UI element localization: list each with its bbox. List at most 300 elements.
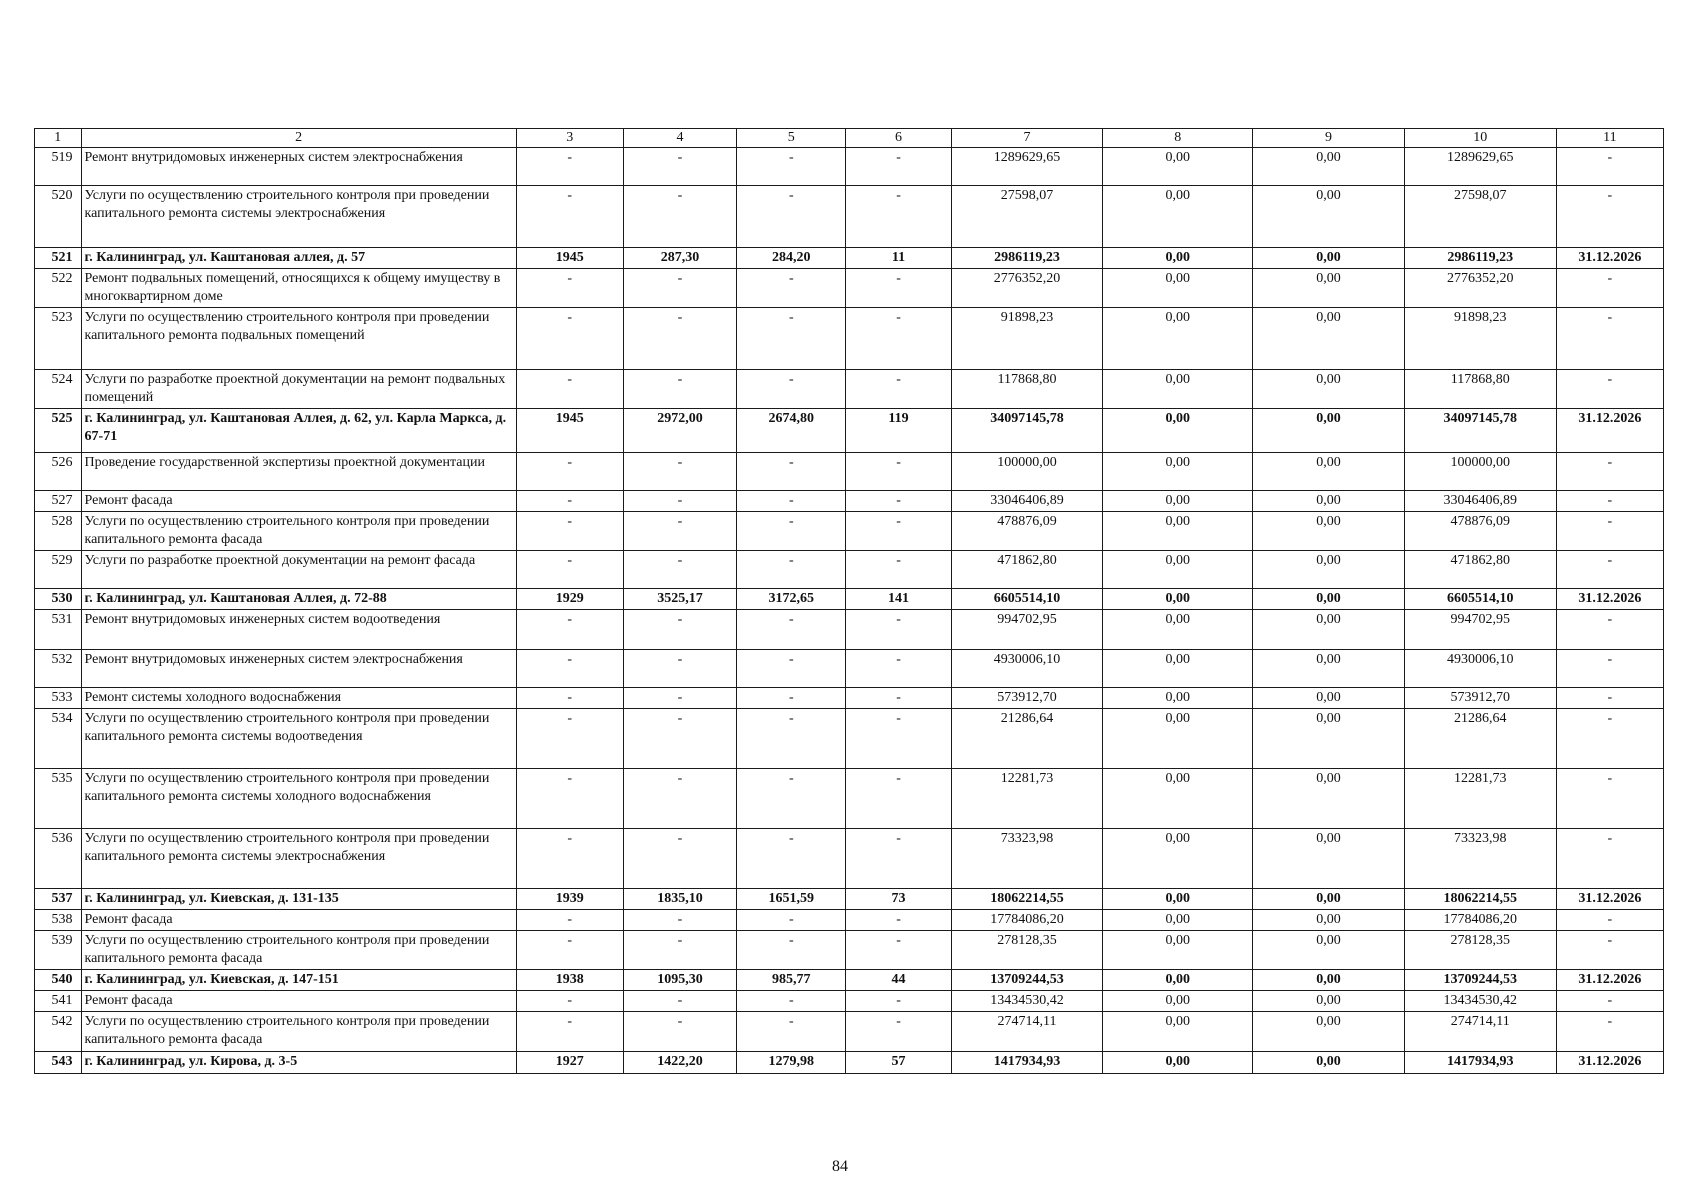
fund-cost-9: 0,00 [1253, 709, 1405, 769]
fund-cost-8: 0,00 [1103, 970, 1253, 991]
residents-count: - [846, 308, 951, 370]
fund-cost-8: 0,00 [1103, 709, 1253, 769]
residential-area: - [737, 551, 846, 589]
residents-count: - [846, 991, 951, 1012]
residents-count: 11 [846, 248, 951, 269]
completion-date: - [1556, 186, 1663, 248]
total-area: - [623, 931, 736, 970]
completion-date: - [1556, 148, 1663, 186]
row-description: Ремонт подвальных помещений, относящихся к общему имуществу в многоквартирном доме [81, 269, 516, 308]
total-area: 1095,30 [623, 970, 736, 991]
year-built: - [516, 931, 623, 970]
row-description: Проведение государственной экспертизы проектной документации [81, 453, 516, 491]
year-built: - [516, 829, 623, 889]
owner-funds-cost: 478876,09 [1404, 512, 1556, 551]
residential-area: 1651,59 [737, 889, 846, 910]
row-description: Ремонт фасада [81, 991, 516, 1012]
building-address-row [35, 409, 1664, 453]
total-area: - [623, 769, 736, 829]
year-built: 1945 [516, 248, 623, 269]
work-item-row [35, 308, 1664, 370]
row-description: г. Калининград, ул. Киевская, д. 147-151 [81, 970, 516, 991]
fund-cost-9: 0,00 [1253, 910, 1405, 931]
residents-count: - [846, 1012, 951, 1052]
owner-funds-cost: 91898,23 [1404, 308, 1556, 370]
owner-funds-cost: 471862,80 [1404, 551, 1556, 589]
fund-cost-9: 0,00 [1253, 1012, 1405, 1052]
total-cost: 1289629,65 [951, 148, 1103, 186]
fund-cost-8: 0,00 [1103, 186, 1253, 248]
total-cost: 33046406,89 [951, 491, 1103, 512]
completion-date: - [1556, 991, 1663, 1012]
total-area: - [623, 709, 736, 769]
residential-area: - [737, 910, 846, 931]
completion-date: 31.12.2026 [1556, 589, 1663, 610]
year-built: - [516, 709, 623, 769]
residential-area: 985,77 [737, 970, 846, 991]
completion-date: - [1556, 650, 1663, 688]
fund-cost-8: 0,00 [1103, 1012, 1253, 1052]
year-built: - [516, 769, 623, 829]
total-cost: 13434530,42 [951, 991, 1103, 1012]
row-number: 540 [35, 970, 82, 991]
residential-area: 284,20 [737, 248, 846, 269]
residents-count: 73 [846, 889, 951, 910]
total-cost: 18062214,55 [951, 889, 1103, 910]
total-area: - [623, 610, 736, 650]
total-area: 1422,20 [623, 1052, 736, 1074]
total-area: - [623, 829, 736, 889]
fund-cost-9: 0,00 [1253, 308, 1405, 370]
fund-cost-8: 0,00 [1103, 370, 1253, 409]
year-built: - [516, 551, 623, 589]
row-number: 538 [35, 910, 82, 931]
owner-funds-cost: 1289629,65 [1404, 148, 1556, 186]
row-number: 528 [35, 512, 82, 551]
row-description: Услуги по разработке проектной документации на ремонт подвальных помещений [81, 370, 516, 409]
residents-count: 44 [846, 970, 951, 991]
fund-cost-8: 0,00 [1103, 829, 1253, 889]
owner-funds-cost: 13709244,53 [1404, 970, 1556, 991]
year-built: - [516, 650, 623, 688]
fund-cost-9: 0,00 [1253, 650, 1405, 688]
row-description: Услуги по осуществлению строительного контроля при проведении капитального ремонта подвальных помещений [81, 308, 516, 370]
total-area: - [623, 910, 736, 931]
total-area: 287,30 [623, 248, 736, 269]
total-cost: 21286,64 [951, 709, 1103, 769]
residents-count: - [846, 370, 951, 409]
total-cost: 91898,23 [951, 308, 1103, 370]
work-item-row [35, 610, 1664, 650]
total-cost: 117868,80 [951, 370, 1103, 409]
total-cost: 27598,07 [951, 186, 1103, 248]
residents-count: - [846, 551, 951, 589]
fund-cost-8: 0,00 [1103, 1052, 1253, 1074]
row-description: Услуги по осуществлению строительного контроля при проведении капитального ремонта системы электроснабжения [81, 829, 516, 889]
row-description: Услуги по осуществлению строительного контроля при проведении капитального ремонта фасада [81, 1012, 516, 1052]
residents-count: - [846, 186, 951, 248]
completion-date: 31.12.2026 [1556, 409, 1663, 453]
row-number: 524 [35, 370, 82, 409]
work-item-row [35, 829, 1664, 889]
residential-area: - [737, 709, 846, 769]
completion-date: - [1556, 829, 1663, 889]
total-area: - [623, 370, 736, 409]
building-address-row [35, 889, 1664, 910]
fund-cost-8: 0,00 [1103, 610, 1253, 650]
fund-cost-9: 0,00 [1253, 829, 1405, 889]
owner-funds-cost: 13434530,42 [1404, 991, 1556, 1012]
row-number: 535 [35, 769, 82, 829]
completion-date: 31.12.2026 [1556, 970, 1663, 991]
total-area: - [623, 650, 736, 688]
residential-area: - [737, 453, 846, 491]
owner-funds-cost: 33046406,89 [1404, 491, 1556, 512]
row-description: Ремонт внутридомовых инженерных систем электроснабжения [81, 650, 516, 688]
fund-cost-9: 0,00 [1253, 491, 1405, 512]
row-description: г. Калининград, ул. Киевская, д. 131-135 [81, 889, 516, 910]
fund-cost-8: 0,00 [1103, 991, 1253, 1012]
residential-area: - [737, 931, 846, 970]
owner-funds-cost: 34097145,78 [1404, 409, 1556, 453]
column-header: 10 [1404, 129, 1556, 148]
column-header: 4 [623, 129, 736, 148]
total-cost: 471862,80 [951, 551, 1103, 589]
row-number: 536 [35, 829, 82, 889]
work-item-row [35, 453, 1664, 491]
table-body [35, 129, 1664, 1074]
residential-area: - [737, 148, 846, 186]
owner-funds-cost: 994702,95 [1404, 610, 1556, 650]
building-address-row [35, 248, 1664, 269]
owner-funds-cost: 2986119,23 [1404, 248, 1556, 269]
fund-cost-9: 0,00 [1253, 148, 1405, 186]
residents-count: - [846, 269, 951, 308]
row-description: Ремонт фасада [81, 910, 516, 931]
row-number: 541 [35, 991, 82, 1012]
building-address-row [35, 970, 1664, 991]
residents-count: - [846, 769, 951, 829]
row-description: г. Калининград, ул. Каштановая Аллея, д. 62, ул. Карла Маркса, д. 67-71 [81, 409, 516, 453]
owner-funds-cost: 278128,35 [1404, 931, 1556, 970]
work-item-row [35, 269, 1664, 308]
work-item-row [35, 186, 1664, 248]
year-built: - [516, 308, 623, 370]
fund-cost-8: 0,00 [1103, 269, 1253, 308]
residential-area: - [737, 829, 846, 889]
year-built: - [516, 491, 623, 512]
completion-date: - [1556, 551, 1663, 589]
row-number: 525 [35, 409, 82, 453]
residents-count: 141 [846, 589, 951, 610]
residential-area: - [737, 186, 846, 248]
row-description: Услуги по разработке проектной документации на ремонт фасада [81, 551, 516, 589]
row-number: 530 [35, 589, 82, 610]
total-cost: 13709244,53 [951, 970, 1103, 991]
column-header: 9 [1253, 129, 1405, 148]
fund-cost-8: 0,00 [1103, 512, 1253, 551]
fund-cost-9: 0,00 [1253, 1052, 1405, 1074]
total-area: 3525,17 [623, 589, 736, 610]
total-cost: 12281,73 [951, 769, 1103, 829]
completion-date: - [1556, 910, 1663, 931]
fund-cost-8: 0,00 [1103, 650, 1253, 688]
fund-cost-8: 0,00 [1103, 491, 1253, 512]
residential-area: 1279,98 [737, 1052, 846, 1074]
total-cost: 478876,09 [951, 512, 1103, 551]
residential-area: 2674,80 [737, 409, 846, 453]
fund-cost-9: 0,00 [1253, 512, 1405, 551]
total-cost: 573912,70 [951, 688, 1103, 709]
total-area: - [623, 551, 736, 589]
work-item-row [35, 931, 1664, 970]
year-built: - [516, 148, 623, 186]
fund-cost-8: 0,00 [1103, 589, 1253, 610]
total-cost: 278128,35 [951, 931, 1103, 970]
residents-count: - [846, 650, 951, 688]
row-number: 533 [35, 688, 82, 709]
residential-area: - [737, 650, 846, 688]
total-cost: 1417934,93 [951, 1052, 1103, 1074]
owner-funds-cost: 573912,70 [1404, 688, 1556, 709]
residents-count: - [846, 709, 951, 769]
column-number-header-row [35, 129, 1664, 148]
row-description: Услуги по осуществлению строительного контроля при проведении капитального ремонта системы холодного водоснабжения [81, 769, 516, 829]
fund-cost-8: 0,00 [1103, 148, 1253, 186]
row-number: 539 [35, 931, 82, 970]
fund-cost-8: 0,00 [1103, 889, 1253, 910]
owner-funds-cost: 4930006,10 [1404, 650, 1556, 688]
residents-count: - [846, 453, 951, 491]
work-item-row [35, 769, 1664, 829]
total-cost: 73323,98 [951, 829, 1103, 889]
row-number: 521 [35, 248, 82, 269]
row-description: г. Калининград, ул. Кирова, д. 3-5 [81, 1052, 516, 1074]
row-description: Ремонт внутридомовых инженерных систем водоотведения [81, 610, 516, 650]
owner-funds-cost: 18062214,55 [1404, 889, 1556, 910]
total-area: - [623, 269, 736, 308]
fund-cost-9: 0,00 [1253, 688, 1405, 709]
year-built: 1929 [516, 589, 623, 610]
total-area: - [623, 491, 736, 512]
fund-cost-8: 0,00 [1103, 248, 1253, 269]
year-built: - [516, 269, 623, 308]
work-item-row [35, 650, 1664, 688]
row-number: 543 [35, 1052, 82, 1074]
fund-cost-8: 0,00 [1103, 910, 1253, 931]
total-cost: 17784086,20 [951, 910, 1103, 931]
row-number: 520 [35, 186, 82, 248]
row-number: 523 [35, 308, 82, 370]
fund-cost-9: 0,00 [1253, 269, 1405, 308]
work-item-row [35, 709, 1664, 769]
completion-date: 31.12.2026 [1556, 1052, 1663, 1074]
row-description: Ремонт системы холодного водоснабжения [81, 688, 516, 709]
column-header: 2 [81, 129, 516, 148]
year-built: - [516, 186, 623, 248]
work-item-row [35, 491, 1664, 512]
total-area: 1835,10 [623, 889, 736, 910]
owner-funds-cost: 27598,07 [1404, 186, 1556, 248]
year-built: - [516, 688, 623, 709]
year-built: - [516, 610, 623, 650]
completion-date: - [1556, 308, 1663, 370]
year-built: - [516, 512, 623, 551]
owner-funds-cost: 100000,00 [1404, 453, 1556, 491]
fund-cost-8: 0,00 [1103, 551, 1253, 589]
year-built: - [516, 1012, 623, 1052]
row-number: 519 [35, 148, 82, 186]
row-description: Услуги по осуществлению строительного контроля при проведении капитального ремонта фасада [81, 931, 516, 970]
fund-cost-8: 0,00 [1103, 409, 1253, 453]
column-header: 7 [951, 129, 1103, 148]
completion-date: - [1556, 1012, 1663, 1052]
fund-cost-8: 0,00 [1103, 769, 1253, 829]
completion-date: - [1556, 453, 1663, 491]
work-item-row [35, 551, 1664, 589]
row-description: Услуги по осуществлению строительного контроля при проведении капитального ремонта системы водоотведения [81, 709, 516, 769]
residents-count: - [846, 829, 951, 889]
total-area: - [623, 688, 736, 709]
residential-area: 3172,65 [737, 589, 846, 610]
row-number: 532 [35, 650, 82, 688]
row-description: г. Калининград, ул. Каштановая аллея, д. 57 [81, 248, 516, 269]
residential-area: - [737, 688, 846, 709]
residents-count: 57 [846, 1052, 951, 1074]
row-number: 526 [35, 453, 82, 491]
completion-date: - [1556, 610, 1663, 650]
fund-cost-9: 0,00 [1253, 931, 1405, 970]
fund-cost-9: 0,00 [1253, 991, 1405, 1012]
row-number: 534 [35, 709, 82, 769]
fund-cost-9: 0,00 [1253, 453, 1405, 491]
completion-date: - [1556, 769, 1663, 829]
year-built: - [516, 453, 623, 491]
work-item-row [35, 512, 1664, 551]
total-area: - [623, 148, 736, 186]
completion-date: - [1556, 491, 1663, 512]
owner-funds-cost: 73323,98 [1404, 829, 1556, 889]
owner-funds-cost: 2776352,20 [1404, 269, 1556, 308]
total-cost: 4930006,10 [951, 650, 1103, 688]
owner-funds-cost: 274714,11 [1404, 1012, 1556, 1052]
column-header: 8 [1103, 129, 1253, 148]
completion-date: - [1556, 512, 1663, 551]
fund-cost-9: 0,00 [1253, 551, 1405, 589]
residents-count: - [846, 688, 951, 709]
owner-funds-cost: 17784086,20 [1404, 910, 1556, 931]
residential-area: - [737, 769, 846, 829]
total-area: - [623, 186, 736, 248]
year-built: - [516, 370, 623, 409]
work-item-row [35, 148, 1664, 186]
column-header: 11 [1556, 129, 1663, 148]
row-description: Услуги по осуществлению строительного контроля при проведении капитального ремонта системы электроснабжения [81, 186, 516, 248]
residents-count: - [846, 931, 951, 970]
work-item-row [35, 991, 1664, 1012]
column-header: 1 [35, 129, 82, 148]
fund-cost-9: 0,00 [1253, 970, 1405, 991]
year-built: 1945 [516, 409, 623, 453]
owner-funds-cost: 21286,64 [1404, 709, 1556, 769]
total-area: - [623, 512, 736, 551]
total-cost: 6605514,10 [951, 589, 1103, 610]
column-header: 5 [737, 129, 846, 148]
completion-date: - [1556, 931, 1663, 970]
completion-date: - [1556, 709, 1663, 769]
total-cost: 2776352,20 [951, 269, 1103, 308]
fund-cost-9: 0,00 [1253, 186, 1405, 248]
page-number: 84 [832, 1158, 848, 1175]
owner-funds-cost: 6605514,10 [1404, 589, 1556, 610]
residential-area: - [737, 308, 846, 370]
year-built: 1939 [516, 889, 623, 910]
owner-funds-cost: 117868,80 [1404, 370, 1556, 409]
fund-cost-9: 0,00 [1253, 769, 1405, 829]
row-description: Услуги по осуществлению строительного контроля при проведении капитального ремонта фасада [81, 512, 516, 551]
row-number: 529 [35, 551, 82, 589]
residents-count: - [846, 610, 951, 650]
repair-schedule-table [34, 128, 1664, 1074]
completion-date: 31.12.2026 [1556, 248, 1663, 269]
completion-date: 31.12.2026 [1556, 889, 1663, 910]
row-description: Ремонт внутридомовых инженерных систем электроснабжения [81, 148, 516, 186]
work-item-row [35, 688, 1664, 709]
total-area: - [623, 308, 736, 370]
work-item-row [35, 1012, 1664, 1052]
row-number: 531 [35, 610, 82, 650]
fund-cost-8: 0,00 [1103, 308, 1253, 370]
residential-area: - [737, 512, 846, 551]
work-item-row [35, 910, 1664, 931]
fund-cost-9: 0,00 [1253, 610, 1405, 650]
total-area: - [623, 453, 736, 491]
fund-cost-8: 0,00 [1103, 931, 1253, 970]
residents-count: - [846, 910, 951, 931]
total-cost: 994702,95 [951, 610, 1103, 650]
building-address-row [35, 589, 1664, 610]
year-built: 1938 [516, 970, 623, 991]
total-cost: 2986119,23 [951, 248, 1103, 269]
total-area: - [623, 991, 736, 1012]
row-description: г. Калининград, ул. Каштановая Аллея, д. 72-88 [81, 589, 516, 610]
residential-area: - [737, 269, 846, 308]
total-cost: 274714,11 [951, 1012, 1103, 1052]
year-built: - [516, 910, 623, 931]
fund-cost-9: 0,00 [1253, 409, 1405, 453]
total-area: - [623, 1012, 736, 1052]
fund-cost-9: 0,00 [1253, 889, 1405, 910]
total-cost: 100000,00 [951, 453, 1103, 491]
work-item-row [35, 370, 1664, 409]
residents-count: 119 [846, 409, 951, 453]
completion-date: - [1556, 688, 1663, 709]
building-address-row [35, 1052, 1664, 1074]
completion-date: - [1556, 269, 1663, 308]
residents-count: - [846, 512, 951, 551]
fund-cost-9: 0,00 [1253, 370, 1405, 409]
residential-area: - [737, 491, 846, 512]
column-header: 6 [846, 129, 951, 148]
year-built: 1927 [516, 1052, 623, 1074]
fund-cost-9: 0,00 [1253, 248, 1405, 269]
fund-cost-9: 0,00 [1253, 589, 1405, 610]
residential-area: - [737, 991, 846, 1012]
column-header: 3 [516, 129, 623, 148]
residential-area: - [737, 1012, 846, 1052]
fund-cost-8: 0,00 [1103, 453, 1253, 491]
row-number: 537 [35, 889, 82, 910]
